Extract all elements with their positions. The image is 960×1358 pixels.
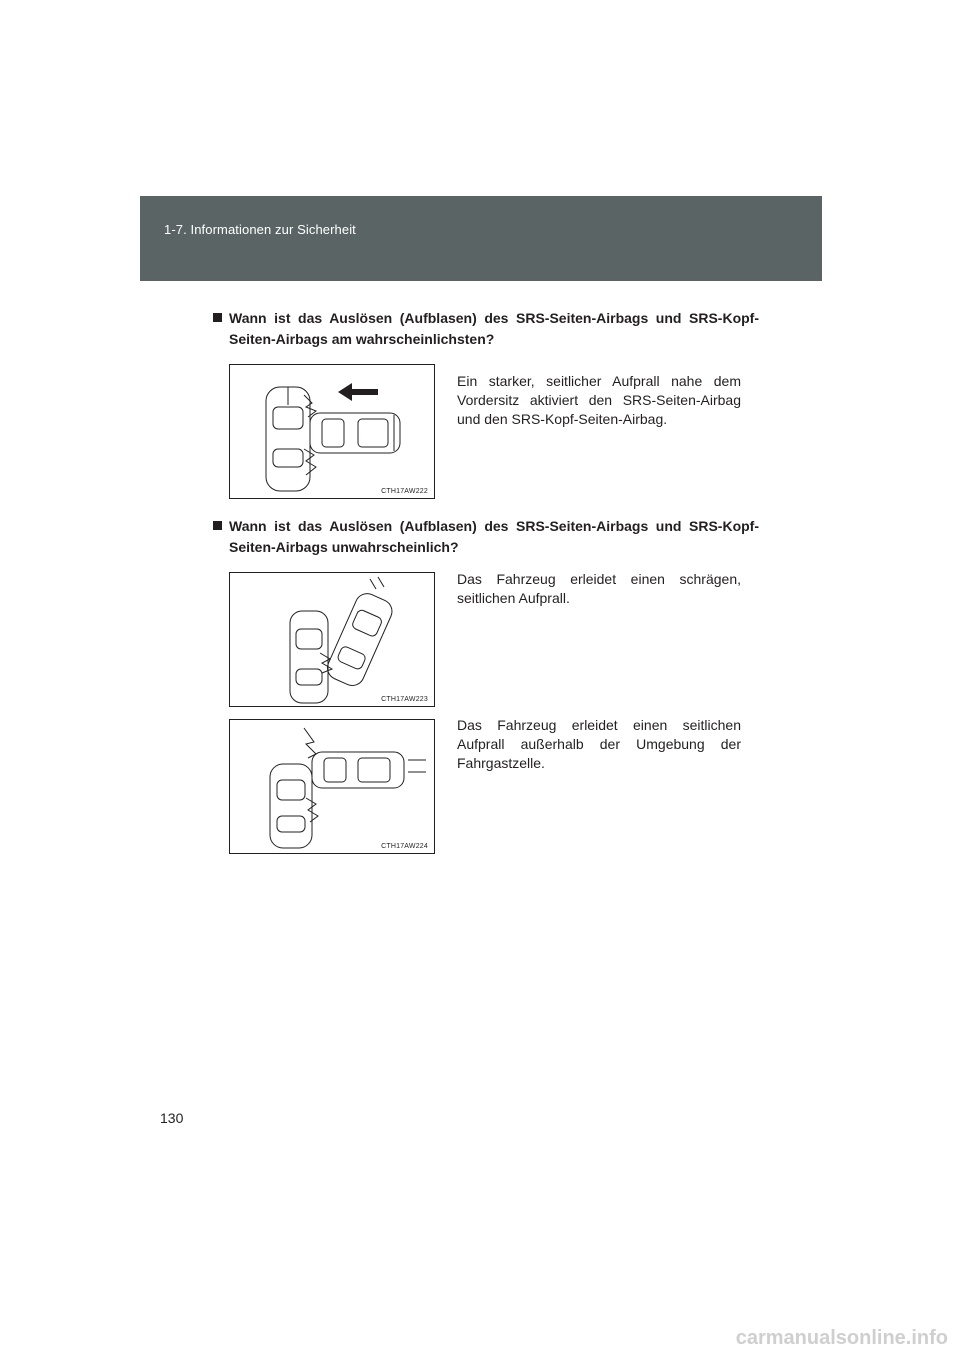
bullet-square-icon	[213, 521, 222, 530]
figure-impact-outside-cabin	[229, 719, 435, 854]
figure-code: CTH17AW222	[381, 488, 428, 495]
body-text-strong-side-impact: Ein starker, seitlicher Aufprall nahe dem Vordersitz aktiviert den SRS-Seiten-Airbag und den SRS-Kopf-Seiten-Airbag.	[457, 373, 741, 427]
figure-code: CTH17AW224	[381, 843, 428, 850]
section-heading-likely: Wann ist das Auslösen (Aufblasen) des SRS-Seiten-Airbags und SRS-Kopf-Seiten-Airbags am wahrscheinlichsten?	[213, 308, 753, 352]
car-collision-illustration	[230, 573, 436, 708]
section-heading-unlikely: Wann ist das Auslösen (Aufblasen) des SRS-Seiten-Airbags und SRS-Kopf-Seiten-Airbags unwahrscheinlich?	[213, 516, 753, 560]
figure-code: CTH17AW223	[381, 696, 428, 703]
figure-side-impact-front-seat	[229, 364, 435, 499]
section-header-band	[140, 196, 822, 281]
page-number: 130	[160, 1110, 184, 1126]
watermark-text: carmanualsonline.info	[735, 1327, 948, 1349]
body-text-impact-outside-cabin: Das Fahrzeug erleidet einen seitlichen Aufprall außerhalb der Umgebung der Fahrgastzelle.	[457, 717, 741, 771]
bullet-square-icon	[213, 313, 222, 322]
section-header-title: 1-7. Informationen zur Sicherheit	[164, 222, 356, 237]
body-text-oblique-impact: Das Fahrzeug erleidet einen schrägen, seitlichen Aufprall.	[457, 571, 741, 606]
car-collision-illustration	[230, 365, 436, 500]
impact-direction-arrow-icon	[338, 383, 378, 401]
car-collision-illustration	[230, 720, 436, 855]
figure-oblique-side-impact	[229, 572, 435, 707]
